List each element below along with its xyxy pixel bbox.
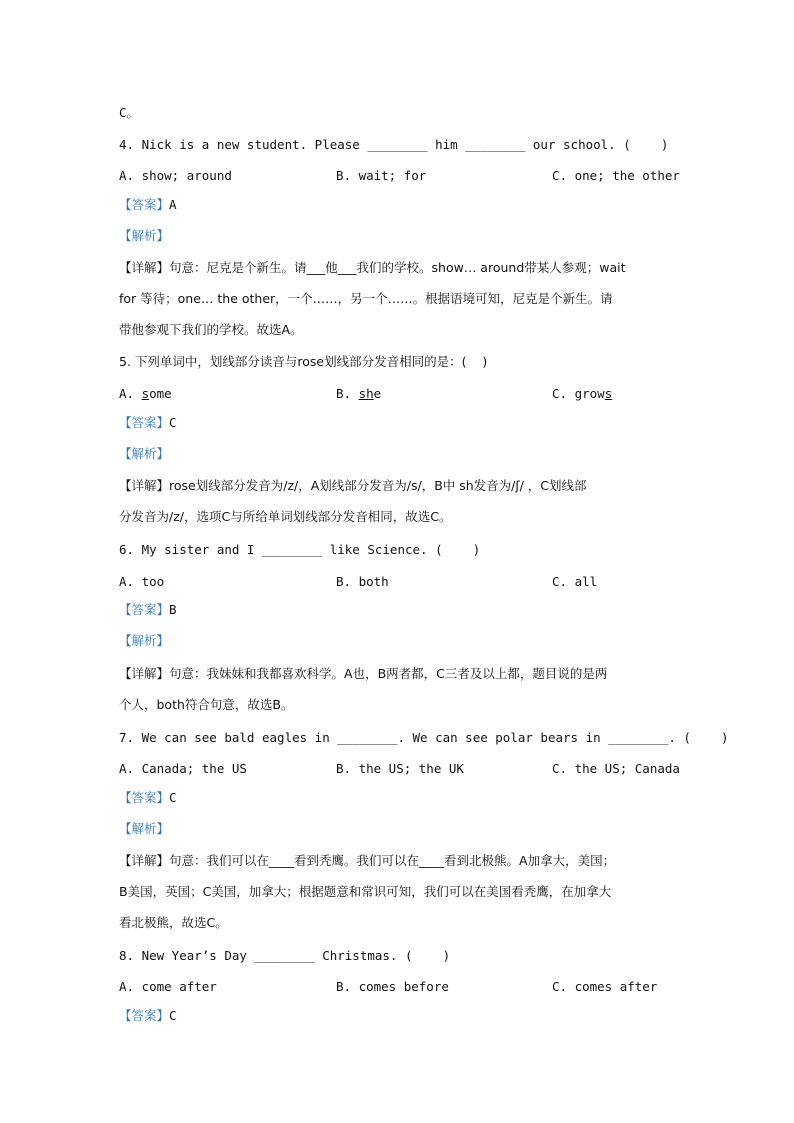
answer-line — [119, 196, 177, 214]
option-c: C. comes after — [552, 979, 658, 994]
section-label: 【答案】 — [119, 197, 170, 212]
section-label: 【答案】 — [119, 415, 170, 430]
line-text: 【详解】 — [119, 853, 170, 868]
answer-line — [119, 414, 177, 432]
line-text: 8. New Year’s Day ________ Christmas. ( ) — [119, 948, 451, 963]
line-text: 带他参观下我们的学校。故选A。 — [119, 322, 303, 337]
line-text: C. grow — [552, 386, 605, 401]
detail-line — [119, 321, 303, 339]
line-text: ome — [149, 386, 172, 401]
section-label: 【解析】 — [119, 446, 170, 461]
option-a: A. come after — [119, 979, 217, 994]
answer-line — [119, 601, 177, 619]
question-line — [119, 947, 450, 965]
option-a — [119, 385, 172, 403]
line-text: 看北极熊，故选C。 — [119, 915, 228, 930]
detail-line — [119, 508, 451, 526]
line-text: for 等待；one… the other，一个……，另一个……。根据语境可知，尼克是个新生。请 — [119, 291, 613, 306]
line-text: 5. 下列单词中，划线部分读音与rose划线部分发音相同的是：( ) — [119, 354, 488, 369]
analysis-line — [119, 820, 169, 838]
detail-line — [119, 477, 587, 495]
underlined-letters: s — [604, 386, 613, 401]
analysis-line — [119, 632, 169, 650]
analysis-line — [119, 445, 169, 463]
answer-line — [119, 1007, 177, 1025]
line-text: A — [169, 197, 177, 212]
line-text: A. — [119, 386, 142, 401]
detail-line — [119, 290, 613, 308]
detail-line — [119, 665, 607, 683]
line-text: rose划线部分发音为/z/，A划线部分发音为/s/，B中 sh发音为/ʃ/ ，C划线部 — [169, 478, 587, 493]
line-text: 6. My sister and I ________ like Science. ( ) — [119, 542, 481, 557]
line-text: C — [169, 790, 177, 805]
option-c — [552, 385, 612, 403]
question-line — [119, 729, 729, 747]
line-text: 【详解】 — [119, 478, 170, 493]
detail-line — [119, 696, 293, 714]
detail-line — [119, 883, 611, 901]
question-line — [119, 541, 480, 559]
section-label: 【答案】 — [119, 1008, 170, 1023]
line-text: C。 — [119, 105, 140, 120]
detail-line — [119, 852, 615, 870]
underlined-letters: sh — [358, 386, 374, 401]
section-label: 【解析】 — [119, 228, 170, 243]
question-line — [119, 136, 668, 154]
line-text: 句意：我妹妹和我都喜欢科学。A也，B两者都，C三者及以上都，题目说的是两 — [169, 666, 608, 681]
line-text: 7. We can see bald eagles in ________. We can see polar bears in ________. ( ) — [119, 730, 729, 745]
option-c: C. the US; Canada — [552, 761, 680, 776]
line-text: B美国，英国；C美国，加拿大；根据题意和常识可知，我们可以在美国看秃鹰，在加拿大 — [119, 884, 612, 899]
line-text: 句意：尼克是个新生。请___他___我们的学校。show… around带某人参观；wait — [169, 260, 626, 275]
line-text: e — [373, 386, 382, 401]
line-text: 个人，both符合句意，故选B。 — [119, 697, 294, 712]
line-text: C — [169, 1008, 177, 1023]
option-a: A. too — [119, 574, 165, 589]
line-text: 【详解】 — [119, 666, 170, 681]
section-label: 【解析】 — [119, 633, 170, 648]
line-text: 【详解】 — [119, 260, 170, 275]
option-a: A. Canada; the US — [119, 761, 247, 776]
detail-line — [119, 259, 626, 277]
line-text: 4. Nick is a new student. Please ________ him ________ our school. ( ) — [119, 137, 669, 152]
analysis-line — [119, 227, 169, 245]
option-b — [336, 385, 381, 403]
line-text: 句意：我们可以在____看到秃鹰。我们可以在____看到北极熊。A加拿大，美国； — [169, 853, 616, 868]
option-c: C. one; the other — [552, 168, 680, 183]
question-line — [119, 353, 487, 371]
text-line — [119, 104, 139, 122]
section-label: 【答案】 — [119, 602, 170, 617]
option-b: B. the US; the UK — [336, 761, 464, 776]
underlined-letters: s — [141, 386, 150, 401]
option-c: C. all — [552, 574, 598, 589]
option-b: B. wait; for — [336, 168, 427, 183]
option-b: B. comes before — [336, 979, 449, 994]
section-label: 【解析】 — [119, 821, 170, 836]
section-label: 【答案】 — [119, 790, 170, 805]
answer-line — [119, 789, 177, 807]
option-b: B. both — [336, 574, 389, 589]
detail-line — [119, 914, 228, 932]
line-text: 分发音为/z/，选项C与所给单词划线部分发音相同，故选C。 — [119, 509, 452, 524]
line-text: B — [169, 602, 177, 617]
option-a: A. show; around — [119, 168, 232, 183]
line-text: C — [169, 415, 177, 430]
line-text: B. — [336, 386, 359, 401]
